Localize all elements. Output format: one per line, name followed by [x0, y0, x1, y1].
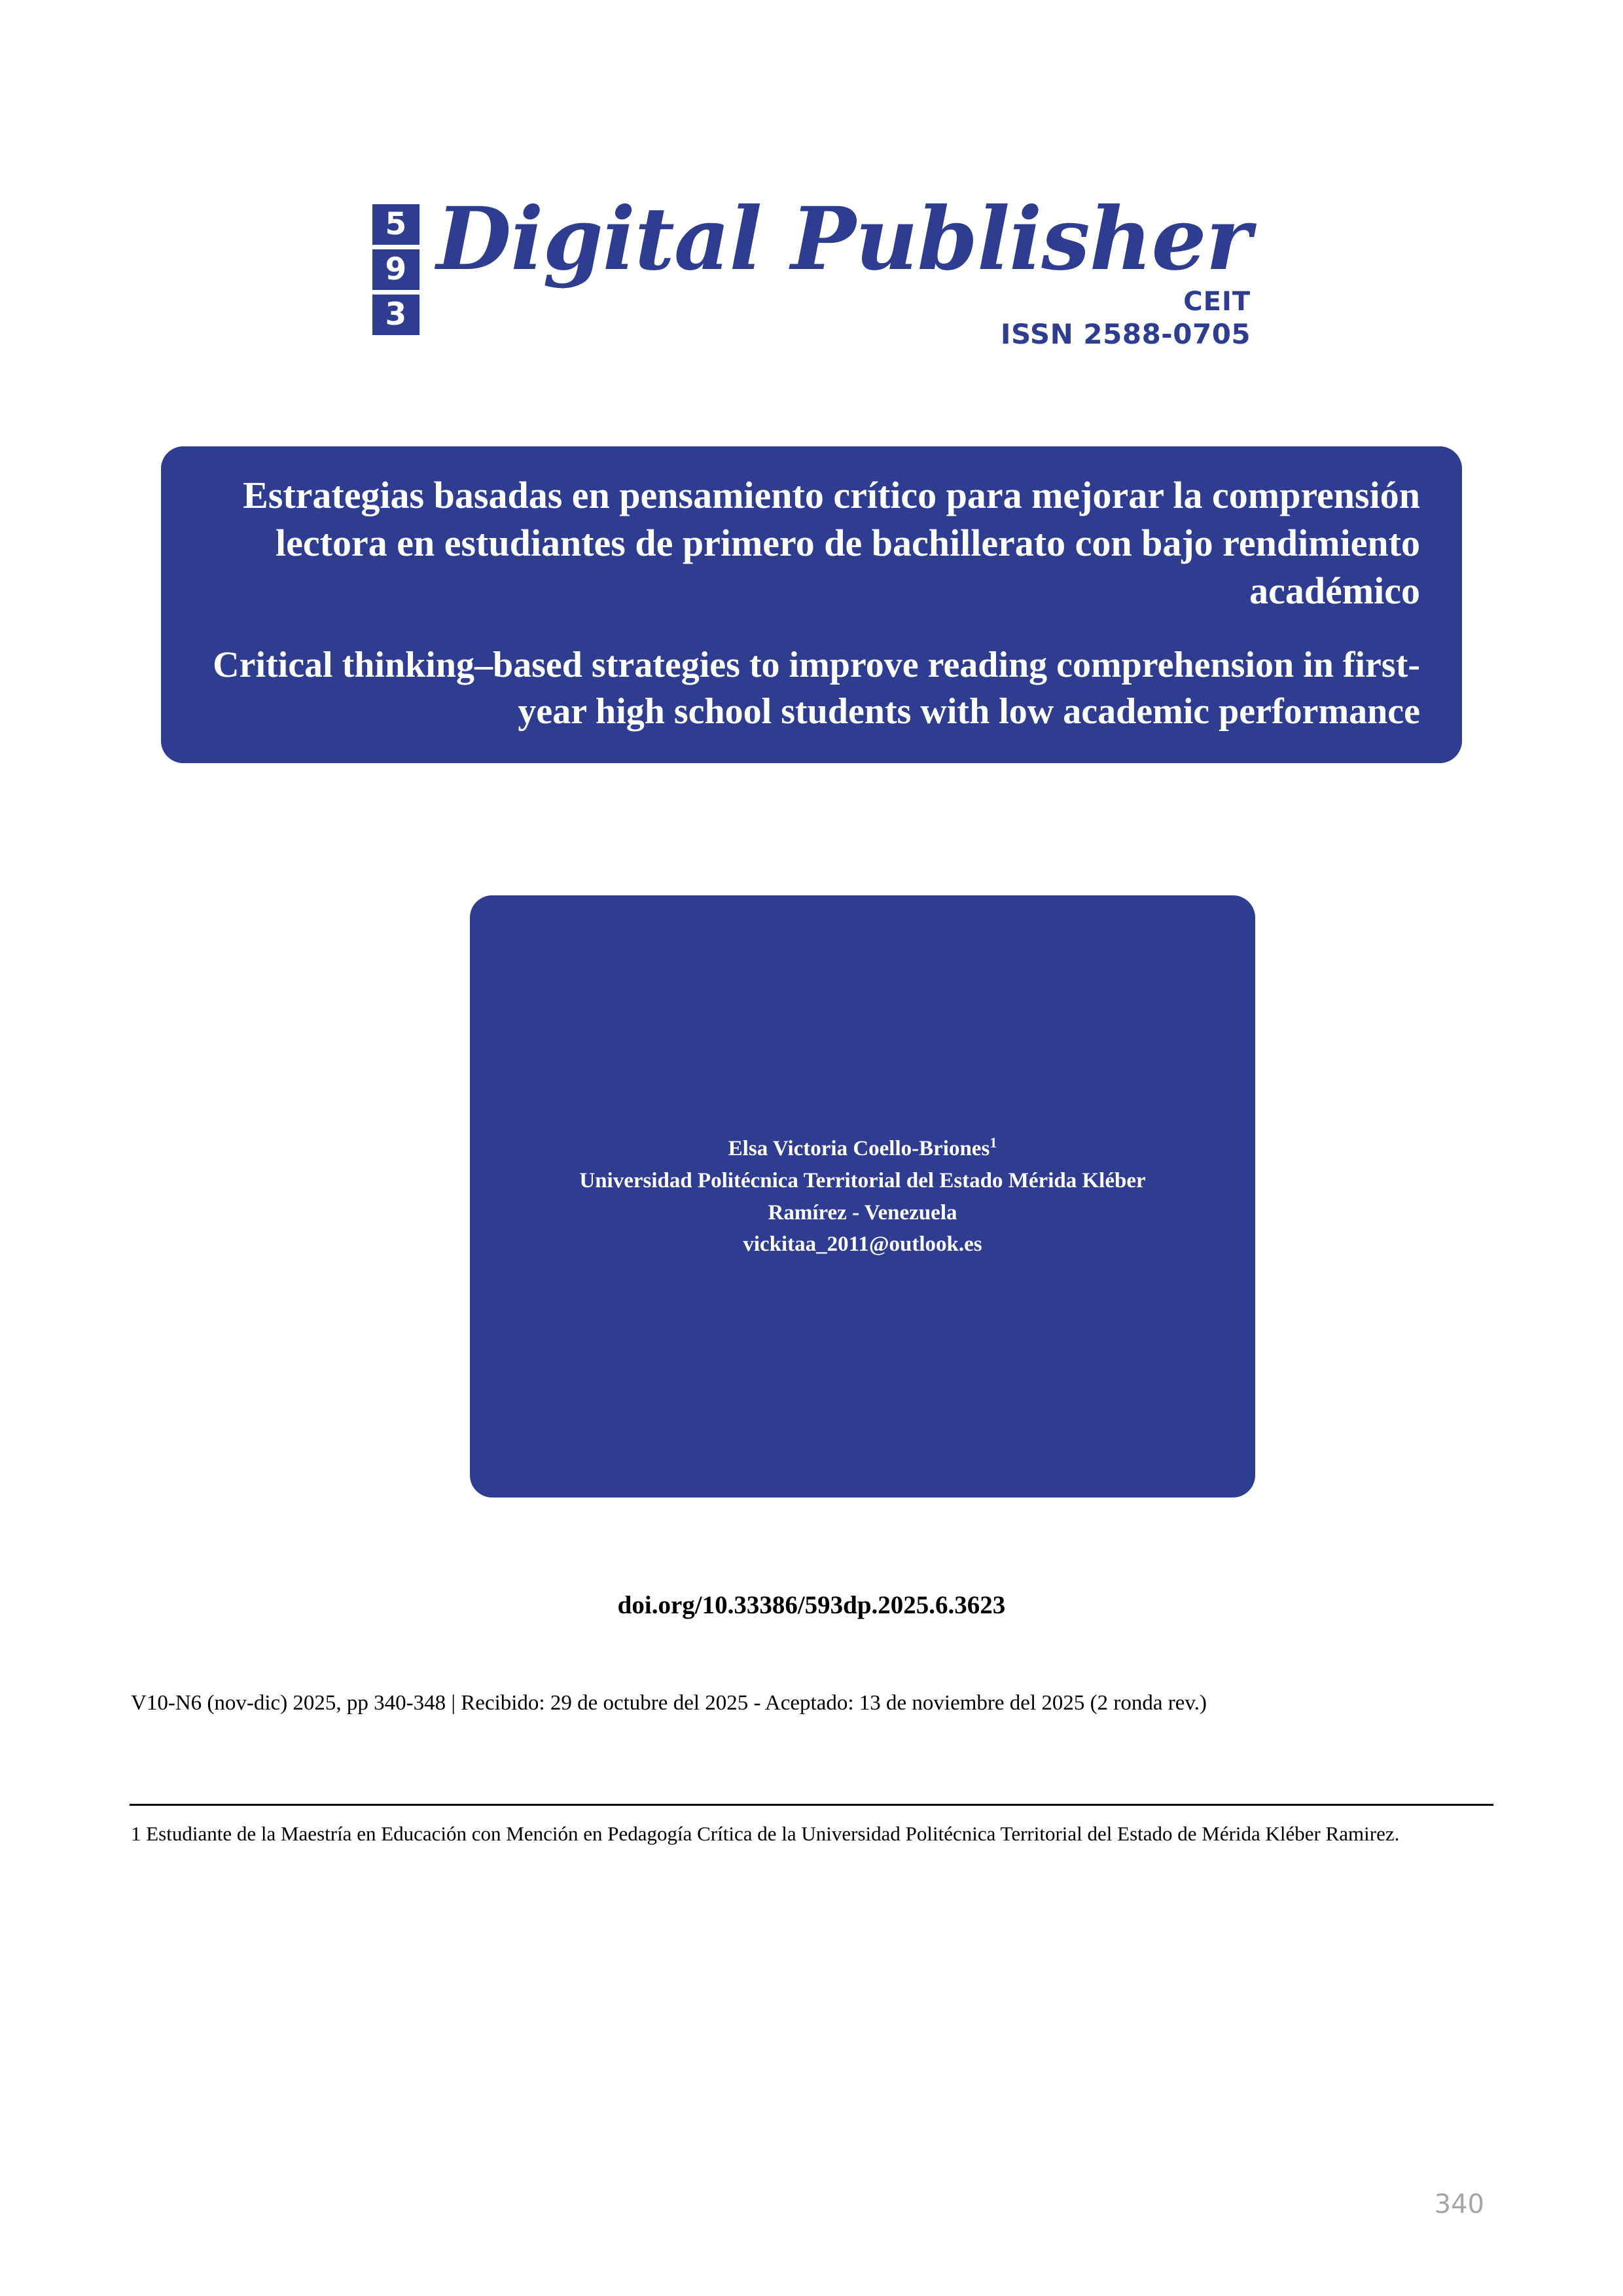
- issue-and-dates-line: V10-N6 (nov-dic) 2025, pp 340-348 | Recibido: 29 de octubre del 2025 - Aceptado: 13 de noviembre del 2025 (2 ronda rev.): [131, 1691, 1207, 1715]
- logo-digit-9: 9: [372, 249, 419, 290]
- logo-digit-5: 5: [372, 204, 419, 245]
- page-number: 340: [1434, 2189, 1484, 2219]
- logo-digit-3: 3: [372, 295, 419, 335]
- author-name: [579, 1132, 1145, 1165]
- article-title-spanish: Estrategias basadas en pensamiento crítico para mejorar la comprensión lectora en estudiantes de primero de bachillerato con bajo rendimiento académico: [243, 474, 1420, 613]
- footnote-text: 1 Estudiante de la Maestría en Educación con Mención en Pedagogía Crítica de la Universidad Politécnica Territorial del Estado de Mérida Kléber Ramirez.: [131, 1822, 1400, 1845]
- journal-logo-digits: [372, 196, 419, 335]
- journal-title: Digital Publisher: [436, 188, 1251, 290]
- author-info-box: [470, 895, 1255, 1498]
- article-doi[interactable]: doi.org/10.33386/593dp.2025.6.3623: [617, 1591, 1006, 1619]
- author-email[interactable]: vickitaa_2011@outlook.es: [743, 1232, 982, 1257]
- article-title-box: [161, 446, 1462, 763]
- masthead-inner: [372, 188, 1251, 350]
- journal-publisher-code: CEIT: [1183, 287, 1251, 317]
- journal-masthead: [0, 188, 1623, 350]
- journal-issn: ISSN 2588-0705: [1000, 318, 1251, 350]
- author-info-lines: [579, 1132, 1145, 1261]
- author-footnote-marker: 1: [990, 1134, 997, 1151]
- author-affiliation-line-2: Ramírez - Venezuela: [768, 1200, 957, 1225]
- article-title-english: Critical thinking–based strategies to improve reading comprehension in first-year high school students with low academic performance: [213, 645, 1420, 732]
- author-name-text: Elsa Victoria Coello-Briones: [728, 1136, 990, 1160]
- footnote-divider: [130, 1804, 1493, 1806]
- author-affiliation-line-1: Universidad Politécnica Territorial del Estado Mérida Kléber: [579, 1168, 1146, 1193]
- masthead-text: [436, 188, 1251, 350]
